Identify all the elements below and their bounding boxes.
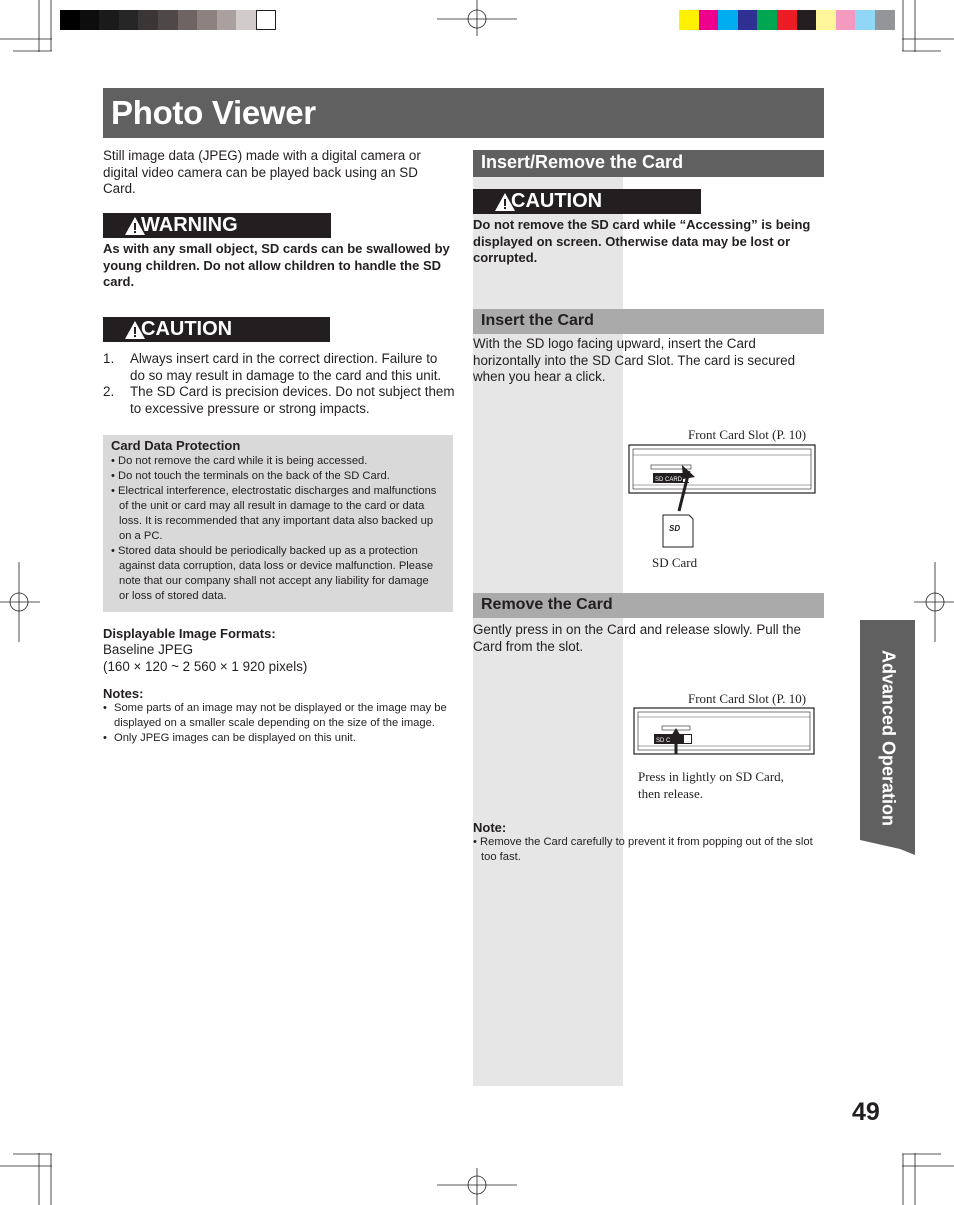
color-swatch: [679, 10, 699, 30]
caution-list: [103, 351, 455, 417]
gray-swatch: [256, 10, 276, 30]
color-swatch: [718, 10, 738, 30]
color-swatch: [816, 10, 836, 30]
gray-swatch: [80, 10, 100, 30]
slot-text: SD CARD: [655, 477, 683, 483]
formats-line-2: (160 × 120 ~ 2 560 × 1 920 pixels): [103, 659, 308, 674]
column-shade: [473, 150, 623, 1086]
list-item: • Only JPEG images can be displayed on this unit.: [103, 732, 356, 744]
card-slot-remove-illustration: [632, 706, 816, 758]
sd-card-label: SD Card: [652, 555, 698, 570]
gray-swatch: [60, 10, 80, 30]
formats-title: Displayable Image Formats:: [103, 626, 276, 641]
caution-label-left: CAUTION: [103, 317, 330, 342]
slot-text: SD C: [656, 738, 671, 744]
gray-swatch: [138, 10, 158, 30]
intro-text: Still image data (JPEG) made with a digital camera or digital video camera can be played back using an SD Card.: [103, 148, 421, 196]
list-item: • Stored data should be periodically backed up as a protection against data corruption, data loss or device malfunction. Please note that our company shall not accept any liability for damage or loss of stored data.: [111, 545, 434, 602]
color-swatch: [836, 10, 856, 30]
insert-text: With the SD logo facing upward, insert the Card horizontally into the SD Card Slot. The card is secured when you hear a click.: [473, 336, 796, 384]
section-title: Insert/Remove the Card: [481, 152, 684, 172]
formats-line-1: Baseline JPEG: [103, 642, 194, 657]
side-tab-label: Advanced Operation: [878, 649, 899, 827]
warning-text: As with any small object, SD cards can be swallowed by young children. Do not allow children to handle the SD card.: [103, 241, 450, 289]
card-slot-illustration: [627, 443, 817, 555]
notes-title: Notes:: [103, 686, 144, 701]
remove-card-header: [473, 593, 824, 618]
caution-item: 2. The SD Card is precision devices. Do not subject them to excessive pressure or strong impacts.: [103, 384, 455, 416]
list-item: • Do not remove the card while it is being accessed.: [111, 455, 368, 467]
insert-card-header: [473, 309, 824, 334]
color-swatch: [855, 10, 875, 30]
svg-text:SD: SD: [669, 524, 681, 533]
page-title: Photo Viewer: [111, 94, 316, 131]
section-title: Remove the Card: [481, 596, 613, 613]
color-swatch: [797, 10, 817, 30]
caution-text-right: Do not remove the SD card while “Accessing” is being displayed on screen. Otherwise data may be lost or corrupted.: [473, 217, 811, 265]
front-slot-label: Front Card Slot (P. 10): [688, 691, 807, 706]
note-title: Note:: [473, 820, 507, 835]
list-item: • Electrical interference, electrostatic discharges and malfunctions of the unit or card may all result in damage to the card or data loss. It is recommended that any important data also backed up on a PC.: [111, 485, 437, 542]
panel-title: Card Data Protection: [111, 438, 241, 453]
gray-swatch: [178, 10, 198, 30]
color-swatch: [738, 10, 758, 30]
title-bar: [103, 88, 824, 138]
caution-label-right: CAUTION: [473, 189, 701, 214]
notes-list: [103, 701, 448, 746]
insert-remove-header: [473, 150, 824, 177]
gray-swatch: [236, 10, 256, 30]
color-swatch: [777, 10, 797, 30]
card-data-protection-panel: [103, 435, 453, 612]
press-caption: Press in lightly on SD Card, then release.: [638, 769, 784, 801]
gray-swatch: [99, 10, 119, 30]
protection-list: [111, 454, 441, 604]
list-item: • Some parts of an image may not be displayed or the image may be displayed on a smaller scale depending on the size of the image.: [103, 702, 447, 729]
list-item: • Do not touch the terminals on the back of the SD Card.: [111, 470, 390, 482]
gray-swatch: [119, 10, 139, 30]
caution-item: 1. Always insert card in the correct direction. Failure to do so may result in damage to the card and this unit.: [103, 351, 442, 383]
color-swatch: [875, 10, 895, 30]
color-swatch: [699, 10, 719, 30]
gray-swatch: [217, 10, 237, 30]
gray-swatch: [197, 10, 217, 30]
color-swatch: [757, 10, 777, 30]
note-text: • Remove the Card carefully to prevent it from popping out of the slot too fast.: [473, 836, 813, 863]
gray-swatch: [158, 10, 178, 30]
warning-label: WARNING: [103, 213, 331, 238]
remove-text: Gently press in on the Card and release slowly. Pull the Card from the slot.: [473, 622, 801, 654]
front-slot-label: Front Card Slot (P. 10): [688, 427, 807, 442]
section-title: Insert the Card: [481, 312, 594, 329]
page-number: 49: [852, 1098, 880, 1126]
